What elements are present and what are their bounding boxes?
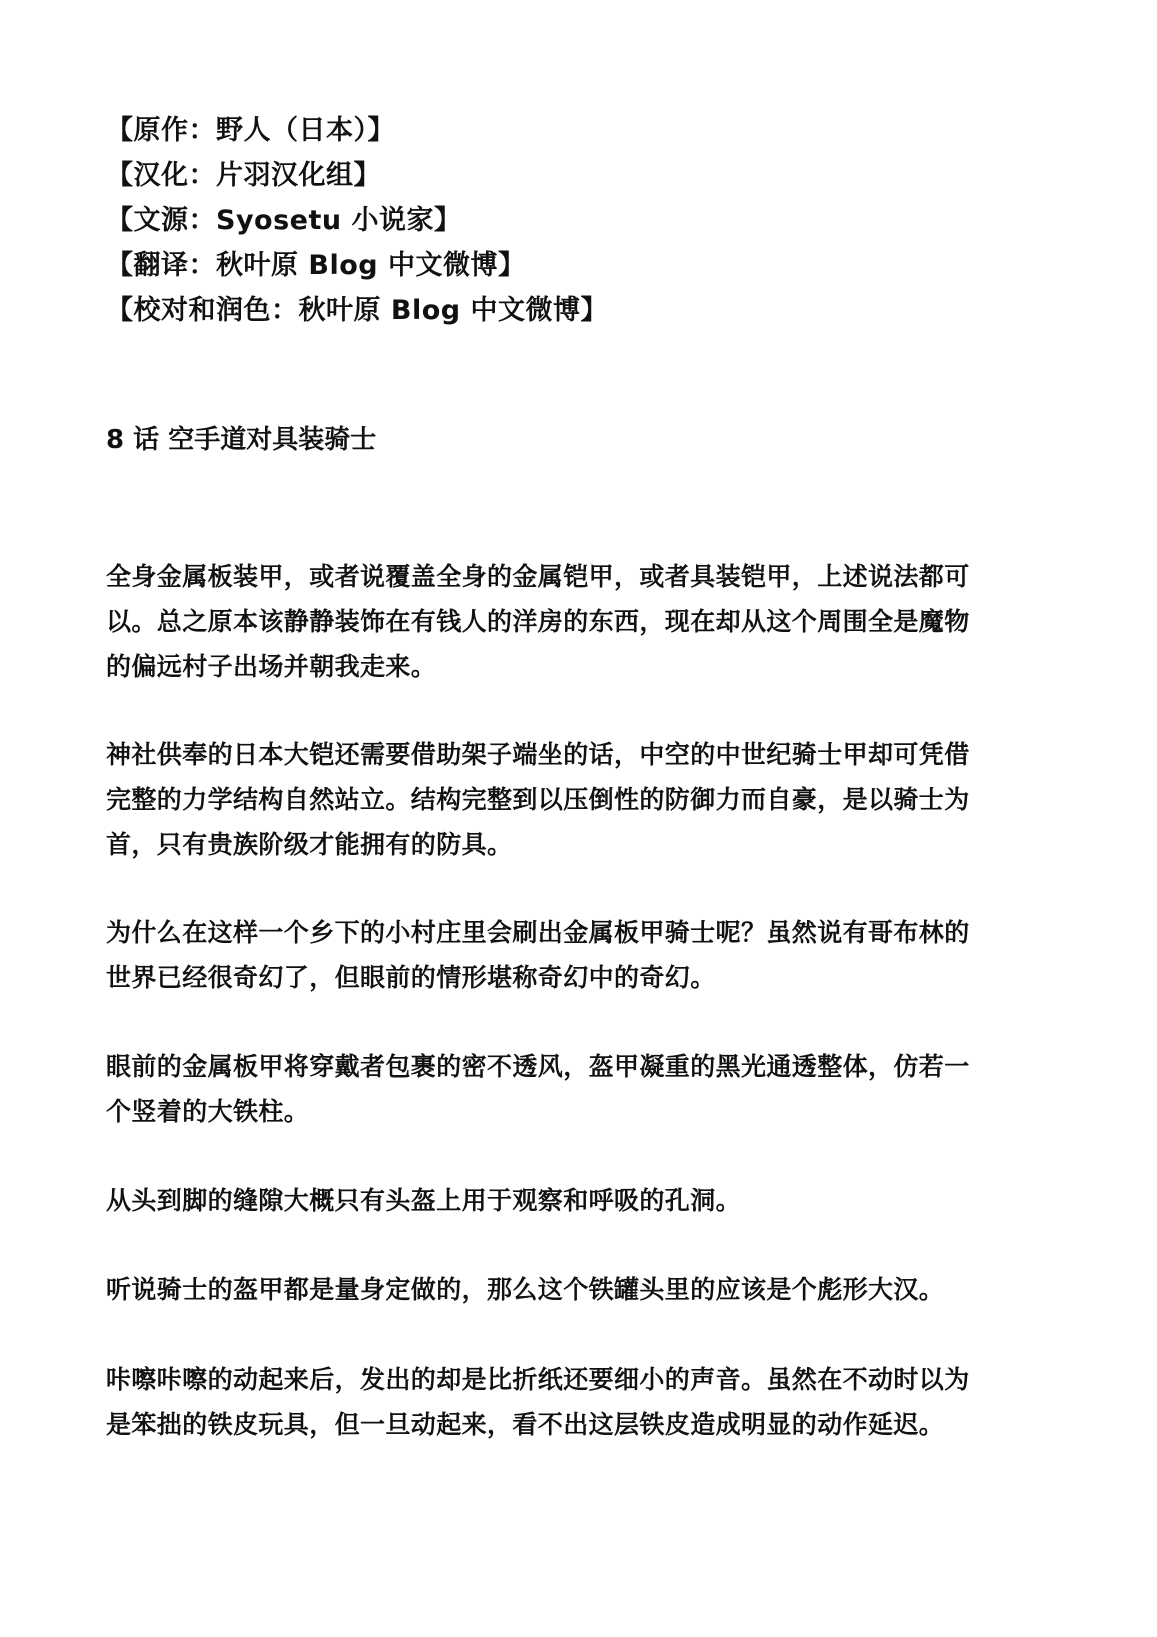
paragraph-line: 为什么在这样一个乡下的小村庄里会刷出金属板甲骑士呢？虽然说有哥布林的 <box>106 918 970 947</box>
paragraph <box>106 1178 741 1223</box>
paragraph-line: 首，只有贵族阶级才能拥有的防具。 <box>106 830 513 859</box>
paragraph-line: 眼前的金属板甲将穿戴者包裹的密不透风，盔甲凝重的黑光通透整体，仿若一 <box>106 1052 970 1081</box>
paragraph-line: 以。总之原本该静静装饰在有钱人的洋房的东西，现在却从这个周围全是魔物 <box>106 607 970 636</box>
credits-block <box>106 108 1006 333</box>
paragraph-line: 全身金属板装甲，或者说覆盖全身的金属铠甲，或者具装铠甲，上述说法都可 <box>106 562 970 591</box>
paragraph-line: 的偏远村子出场并朝我走来。 <box>106 652 437 681</box>
paragraph-line: 世界已经很奇幻了，但眼前的情形堪称奇幻中的奇幻。 <box>106 963 716 992</box>
paragraph <box>106 1357 970 1447</box>
paragraph <box>106 910 970 1000</box>
paragraph-line: 神社供奉的日本大铠还需要借助架子端坐的话，中空的中世纪骑士甲却可凭借 <box>106 740 970 769</box>
paragraph <box>106 1267 944 1312</box>
credit-translation-group: 【汉化：片羽汉化组】 <box>106 160 381 191</box>
paragraph <box>106 1044 970 1134</box>
paragraph-line: 从头到脚的缝隙大概只有头盔上用于观察和呼吸的孔洞。 <box>106 1186 742 1215</box>
credit-original-author: 【原作：野人（日本）】 <box>106 115 395 146</box>
paragraph-line: 咔嚓咔嚓的动起来后，发出的却是比折纸还要细小的声音。虽然在不动时以为 <box>106 1365 970 1394</box>
chapter-title: 8 话 空手道对具装骑士 <box>106 425 377 455</box>
paragraph-line: 完整的力学结构自然站立。结构完整到以压倒性的防御力而自豪，是以骑士为 <box>106 785 970 814</box>
paragraph <box>106 554 970 689</box>
paragraph-line: 是笨拙的铁皮玩具，但一旦动起来，看不出这层铁皮造成明显的动作延迟。 <box>106 1410 945 1439</box>
paragraph <box>106 732 970 867</box>
paragraph-line: 个竖着的大铁柱。 <box>106 1097 310 1126</box>
credit-translator: 【翻译：秋叶原 Blog 中文微博】 <box>106 250 526 281</box>
credit-proofreader: 【校对和润色：秋叶原 Blog 中文微博】 <box>106 295 609 326</box>
paragraph-line: 听说骑士的盔甲都是量身定做的，那么这个铁罐头里的应该是个彪形大汉。 <box>106 1275 945 1304</box>
credit-text-source: 【文源：Syosetu 小说家】 <box>106 205 462 236</box>
